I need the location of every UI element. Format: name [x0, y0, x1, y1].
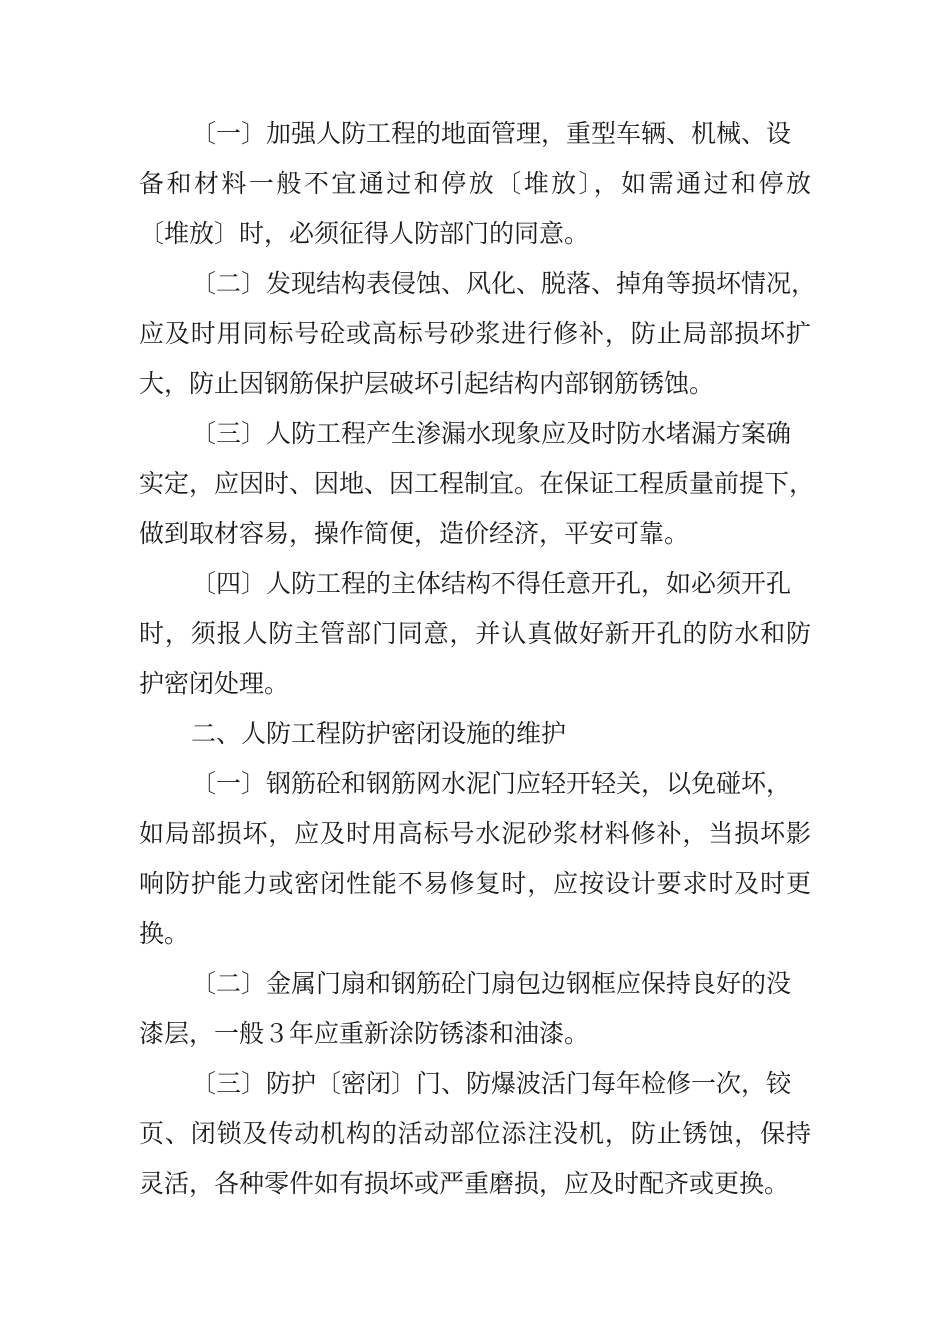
- paragraph-2-line-3: 大，防止因钢筋保护层破坏引起结构内部钢筋锈蚀。: [139, 369, 715, 398]
- paragraph-5-line-3: 响防护能力或密闭性能不易修复时，应按设计要求时及时更: [139, 869, 811, 898]
- paragraph-7-line-1: 〔三〕防护〔密闭〕门、防爆波活门每年检修一次，铰: [191, 1069, 792, 1098]
- paragraph-5-line-1: 〔一〕钢筋砼和钢筋网水泥门应轻开轻关，以免碰坏，: [191, 769, 792, 798]
- paragraph-5-line-4: 换。: [139, 919, 190, 948]
- paragraph-6-line-1: 〔二〕金属门扇和钢筋砼门扇包边钢框应保持良好的没: [191, 969, 792, 998]
- paragraph-1-line-3: 〔堆放〕时，必须征得人防部门的同意。: [139, 219, 590, 248]
- paragraph-5-line-2: 如局部损坏，应及时用高标号水泥砂浆材料修补，当损坏影: [139, 819, 811, 848]
- paragraph-3-line-1: 〔三〕人防工程产生渗漏水现象应及时防水堵漏方案确: [191, 419, 792, 448]
- paragraph-4-line-2: 时，须报人防主管部门同意，并认真做好新开孔的防水和防: [139, 619, 811, 648]
- paragraph-2-line-1: 〔二〕发现结构表侵蚀、风化、脱落、掉角等损坏情况，: [191, 269, 817, 298]
- section-heading: 二、人防工程防护密闭设施的维护: [191, 719, 567, 748]
- paragraph-1-line-2: 备和材料一般不宜通过和停放〔堆放〕，如需通过和停放: [139, 169, 811, 198]
- paragraph-6-line-2: 漆层，一般３年应重新涂防锈漆和油漆。: [139, 1019, 590, 1048]
- paragraph-2-line-2: 应及时用同标号砼或高标号砂浆进行修补，防止局部损坏扩: [139, 319, 811, 348]
- paragraph-7-line-2: 页、闭锁及传动机构的活动部位添注没机，防止锈蚀，保持: [139, 1119, 811, 1148]
- paragraph-3-line-2: 实定，应因时、因地、因工程制宜。在保证工程质量前提下，: [139, 469, 815, 498]
- paragraph-3-line-3: 做到取材容易，操作简便，造价经济，平安可靠。: [139, 519, 690, 548]
- paragraph-1-line-1: 〔一〕加强人防工程的地面管理，重型车辆、机械、设: [191, 119, 792, 148]
- paragraph-7-line-3: 灵活，各种零件如有损坏或严重磨损，应及时配齐或更换。: [139, 1169, 790, 1198]
- paragraph-4-line-3: 护密闭处理。: [139, 669, 290, 698]
- paragraph-4-line-1: 〔四〕人防工程的主体结构不得任意开孔，如必须开孔: [191, 569, 792, 598]
